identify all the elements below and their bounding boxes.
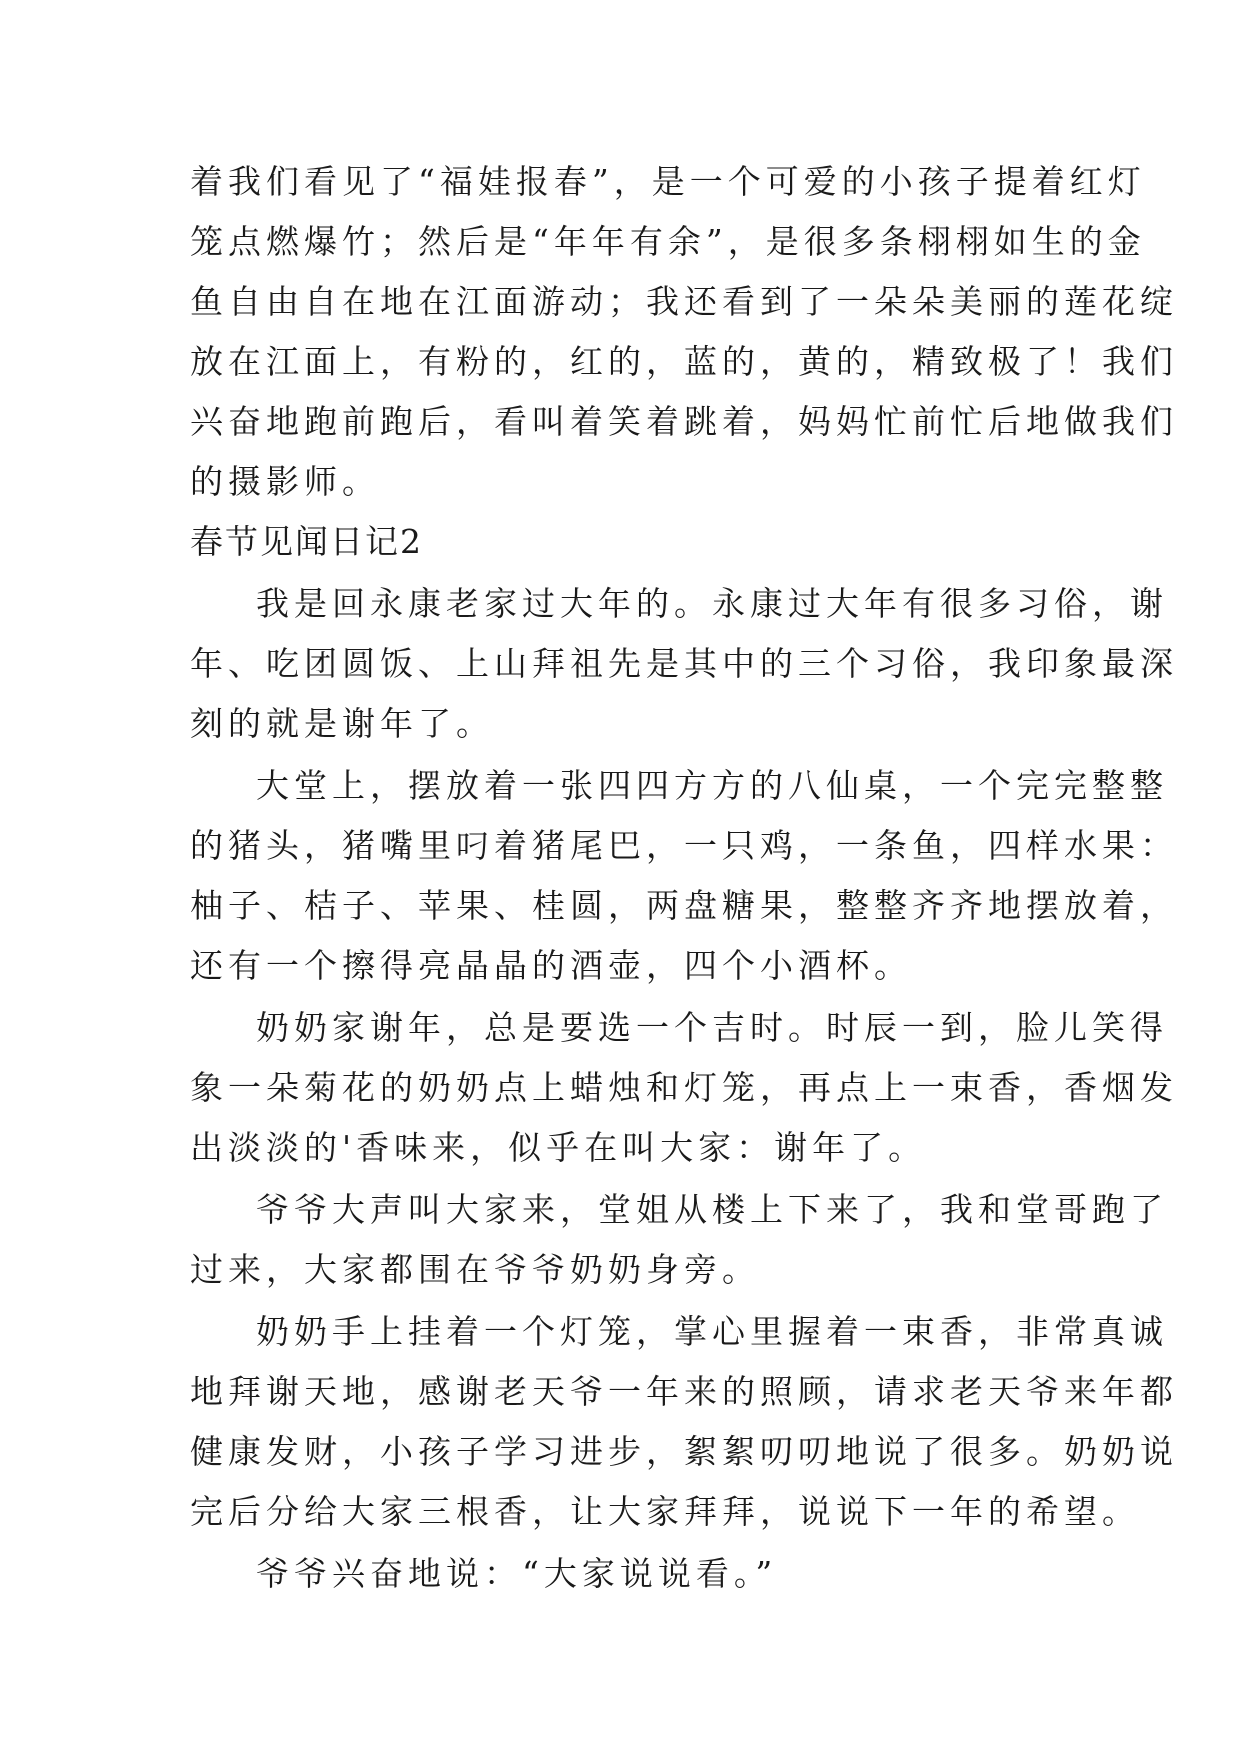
text-line: 笼点燃爆竹；然后是“年年有余”，是很多条栩栩如生的金 bbox=[190, 222, 1146, 261]
text-line: 柚子、桔子、苹果、桂圆，两盘糖果，整整齐齐地摆放着， bbox=[190, 886, 1178, 925]
text-line: 地拜谢天地，感谢老天爷一年来的照顾，请求老天爷来年都 bbox=[190, 1372, 1178, 1411]
text-line: 还有一个擦得亮晶晶的酒壶，四个小酒杯。 bbox=[190, 946, 912, 985]
section-heading: 春节见闻日记2 bbox=[190, 522, 423, 561]
text-line: 完后分给大家三根香，让大家拜拜，说说下一年的希望。 bbox=[190, 1492, 1140, 1531]
paragraph-first-line: 爷爷大声叫大家来，堂姐从楼上下来了，我和堂哥跑了 bbox=[256, 1190, 1168, 1229]
text-line: 刻的就是谢年了。 bbox=[190, 704, 494, 743]
paragraph-first-line: 爷爷兴奋地说：“大家说说看。” bbox=[256, 1554, 778, 1593]
paragraph-first-line: 奶奶手上挂着一个灯笼，掌心里握着一束香，非常真诚 bbox=[256, 1312, 1168, 1351]
text-line: 年、吃团圆饭、上山拜祖先是其中的三个习俗，我印象最深 bbox=[190, 644, 1178, 683]
text-line: 鱼自由自在地在江面游动；我还看到了一朵朵美丽的莲花绽 bbox=[190, 282, 1178, 321]
paragraph-first-line: 我是回永康老家过大年的。永康过大年有很多习俗，谢 bbox=[256, 584, 1168, 623]
paragraph-first-line: 奶奶家谢年，总是要选一个吉时。时辰一到，脸儿笑得 bbox=[256, 1008, 1168, 1047]
paragraph-first-line: 大堂上，摆放着一张四四方方的八仙桌，一个完完整整 bbox=[256, 766, 1168, 805]
text-line: 过来，大家都围在爷爷奶奶身旁。 bbox=[190, 1250, 760, 1289]
text-line: 放在江面上，有粉的，红的，蓝的，黄的，精致极了！我们 bbox=[190, 342, 1178, 381]
text-line: 健康发财，小孩子学习进步，絮絮叨叨地说了很多。奶奶说 bbox=[190, 1432, 1178, 1471]
text-line: 出淡淡的'香味来，似乎在叫大家：谢年了。 bbox=[190, 1128, 927, 1167]
text-line: 着我们看见了“福娃报春”，是一个可爱的小孩子提着红灯 bbox=[190, 162, 1146, 201]
text-line: 兴奋地跑前跑后，看叫着笑着跳着，妈妈忙前忙后地做我们 bbox=[190, 402, 1178, 441]
text-line: 的摄影师。 bbox=[190, 462, 380, 501]
text-line: 的猪头，猪嘴里叼着猪尾巴，一只鸡，一条鱼，四样水果： bbox=[190, 826, 1178, 865]
text-line: 象一朵菊花的奶奶点上蜡烛和灯笼，再点上一束香，香烟发 bbox=[190, 1068, 1178, 1107]
